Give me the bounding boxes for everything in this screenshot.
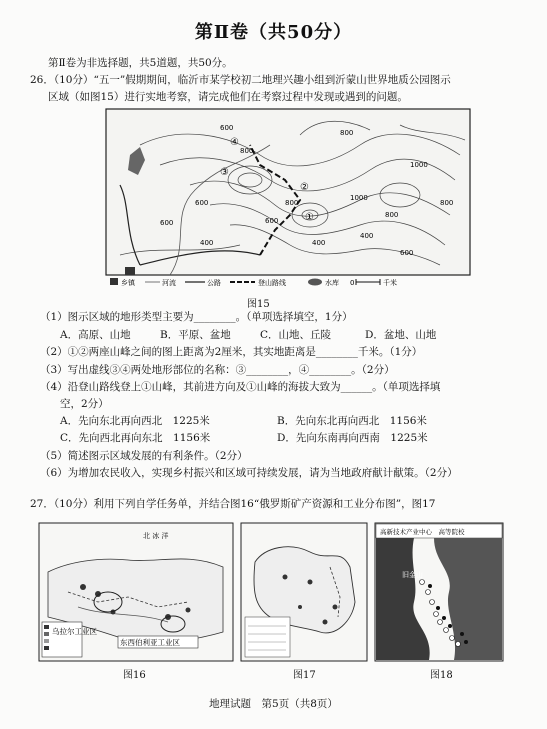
page-footer: 地理试题 第5页（共8页） bbox=[209, 698, 338, 710]
figure-18-map bbox=[374, 522, 504, 662]
q26-stem-line1: 26．（10分）“五一”假期期间，临沂市某学校初二地理兴趣小组到沂蒙山世界地质公园图示 bbox=[30, 74, 451, 86]
contour-label: 1000 bbox=[410, 161, 428, 169]
figure-17-caption: 图17 bbox=[293, 670, 316, 681]
q26-s5: （5）简述图示区域发展的有利条件。（2分） bbox=[40, 450, 248, 462]
q26-s1-opt-c: C．山地、丘陵 bbox=[260, 329, 332, 341]
q26-s2: （2）①②两座山峰之间的图上距离为2厘米，其实地距离是________千米。（1分） bbox=[40, 346, 423, 358]
q26-s1-opt-a: A．高原、山地 bbox=[60, 329, 131, 341]
ural-industrial-label: 乌拉尔工业区 bbox=[52, 627, 97, 636]
contour-label: 1000 bbox=[350, 194, 368, 202]
q26-s4-opt-c: C．先向西北再向东北 1156米 bbox=[60, 432, 211, 444]
q26-s4-opt-b: B．先向东北再向西北 1156米 bbox=[277, 415, 427, 427]
scale-zero: 0 bbox=[350, 279, 355, 287]
contour-label: 400 bbox=[312, 239, 326, 247]
contour-label: 800 bbox=[385, 211, 399, 219]
reservoir-legend-icon bbox=[308, 279, 322, 286]
figure-16-map bbox=[38, 522, 234, 662]
q26-stem-line2: 区域（如图15）进行实地考察，请完成他们在考察过程中发现或遇到的问题。 bbox=[48, 91, 408, 103]
q26-s1-opt-d: D．盆地、山地 bbox=[365, 329, 437, 341]
figure-18-caption: 图18 bbox=[430, 670, 453, 681]
section-title: 第Ⅱ卷（共50分） bbox=[194, 22, 353, 43]
contour-label: 600 bbox=[160, 219, 174, 227]
peak-marker-4: ④ bbox=[230, 137, 239, 148]
san-francisco-label: 旧金山 bbox=[402, 571, 423, 579]
q26-s4-line2: 空，2分） bbox=[60, 398, 109, 410]
legend-reservoir: 水库 bbox=[325, 279, 339, 287]
village-legend-icon bbox=[110, 278, 118, 285]
contour-label: 600 bbox=[195, 199, 209, 207]
q26-s6: （6）为增加农民收入，实现乡村振兴和区域可持续发展，请为当地政府献计献策。（2分） bbox=[40, 467, 458, 479]
q26-s1: （1）图示区域的地形类型主要为________。（单项选择填空，1分） bbox=[40, 311, 353, 323]
contour-label: 800 bbox=[340, 129, 354, 137]
village-marker bbox=[125, 267, 135, 275]
contour-label: 800 bbox=[285, 199, 299, 207]
figure-17-map bbox=[240, 522, 368, 662]
q26-s1-opt-b: B．平原、盆地 bbox=[160, 329, 231, 341]
q26-s4-opt-a: A．先向东北再向西北 1225米 bbox=[60, 415, 210, 427]
peak-marker-1: ① bbox=[305, 212, 314, 223]
q27-stem-line1: 27．（10分）利用下列自学任务单，并结合图16“俄罗斯矿产资源和工业分布图”，图17 bbox=[30, 498, 436, 510]
contour-label: 600 bbox=[265, 217, 279, 225]
east-siberia-industrial-label: 东西伯利亚工业区 bbox=[120, 638, 180, 647]
scale-unit: 千米 bbox=[383, 279, 397, 287]
contour-label: 400 bbox=[200, 239, 214, 247]
peak-marker-3: ③ bbox=[220, 167, 229, 178]
q26-s4-line1: （4）沿登山路线登上①山峰，其前进方向及①山峰的海拔大致为______。（单项选择填 bbox=[40, 381, 441, 393]
q26-s4-opt-d: D．先向东南再向西南 1225米 bbox=[277, 432, 428, 444]
contour-label: 800 bbox=[240, 147, 254, 155]
figure-15-caption: 图15 bbox=[247, 299, 270, 310]
contour-label: 600 bbox=[400, 249, 414, 257]
contour-label: 400 bbox=[360, 232, 374, 240]
legend-village: 乡镇 bbox=[121, 279, 135, 287]
contour-label: 800 bbox=[440, 199, 454, 207]
map-legend bbox=[110, 278, 397, 287]
q26-s3: （3）写出虚线③④两处地形部位的名称：③________，④________。（2分） bbox=[40, 364, 395, 376]
legend-river: 河流 bbox=[162, 279, 176, 287]
contour-label: 600 bbox=[220, 124, 234, 132]
legend-road: 公路 bbox=[207, 279, 221, 287]
arctic-ocean-label: 北 冰 洋 bbox=[143, 532, 169, 540]
peak-marker-2: ② bbox=[300, 182, 309, 193]
section-intro: 第Ⅱ卷为非选择题，共5道题，共50分。 bbox=[48, 57, 233, 69]
fig18-legend-header: 高新技术产业中心 高等院校 bbox=[380, 528, 465, 536]
figure-16-caption: 图16 bbox=[123, 670, 146, 681]
legend-trail: 登山路线 bbox=[258, 279, 286, 287]
figure-15-map bbox=[100, 105, 480, 295]
